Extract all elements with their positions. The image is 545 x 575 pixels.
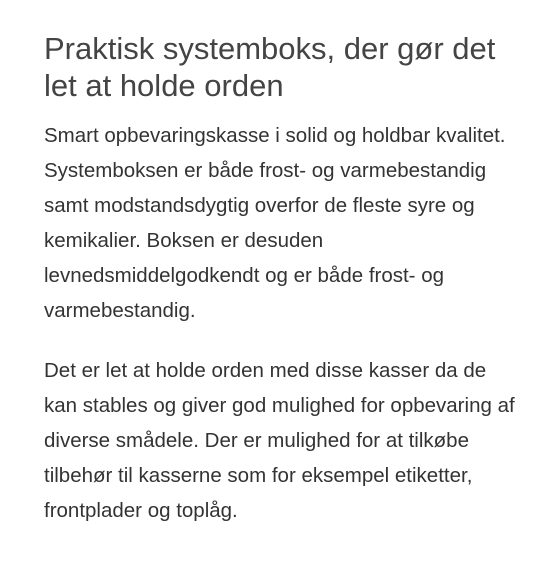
product-description — [44, 30, 524, 528]
description-paragraph-1: Smart opbevaringskasse i solid og holdbar kvalitet. Systemboksen er både frost- og varmebestandig samt modstandsdygtig overfor de fleste syre og kemikalier. Boksen er desuden levnedsmiddelgodkendt og er både frost- og varmebestandig. — [44, 124, 517, 322]
section-heading: Praktisk systemboks, der gør det let at holde orden — [44, 31, 496, 103]
description-paragraph-2: Det er let at holde orden med disse kasser da de kan stables og giver god mulighed for opbevaring af diverse smådele. Der er mulighed for at tilkøbe tilbehør til kasserne som for eksempel etiketter, frontplader og toplåg. — [44, 359, 515, 522]
